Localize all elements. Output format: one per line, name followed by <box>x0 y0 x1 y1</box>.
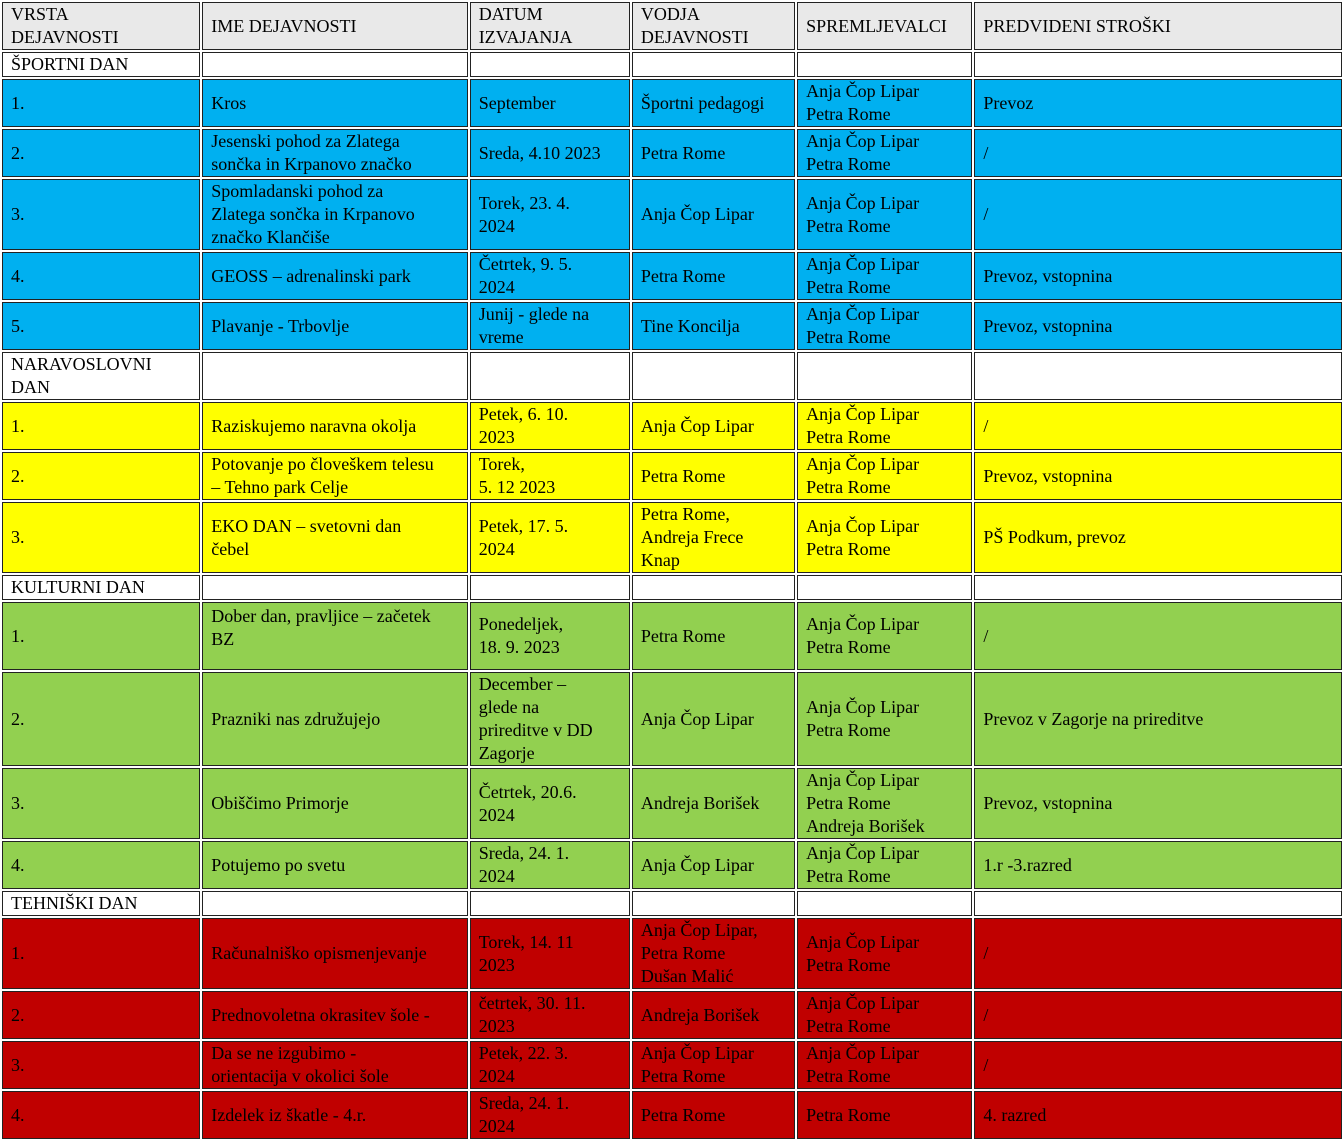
table-row <box>2 252 1342 300</box>
activity-name: Potovanje po človeškem telesu – Tehno park Celje <box>202 452 467 500</box>
activity-escorts: Anja Čop Lipar Petra Rome <box>797 179 972 250</box>
activity-escorts: Anja Čop Lipar Petra Rome Andreja Borišek <box>797 768 972 839</box>
table-row <box>2 79 1342 127</box>
activity-name: Potujemo po svetu <box>202 841 467 889</box>
activity-date: Sreda, 4.10 2023 <box>470 129 630 177</box>
section-row-sportni <box>2 52 1342 77</box>
activity-lead: Petra Rome <box>632 1091 795 1139</box>
activity-escorts: Anja Čop Lipar Petra Rome <box>797 841 972 889</box>
activity-costs: / <box>974 402 1342 450</box>
activity-escorts: Anja Čop Lipar Petra Rome <box>797 79 972 127</box>
activity-date: Petek, 17. 5. 2024 <box>470 502 630 573</box>
header-type: VRSTA DEJAVNOSTI <box>2 2 200 50</box>
activity-lead: Andreja Borišek <box>632 768 795 839</box>
table-row <box>2 452 1342 500</box>
header-name: IME DEJAVNOSTI <box>202 2 467 50</box>
activity-name: Da se ne izgubimo - orientacija v okolici šole <box>202 1041 467 1089</box>
row-number: 5. <box>2 302 200 350</box>
activity-costs: / <box>974 1041 1342 1089</box>
activity-costs: Prevoz v Zagorje na prireditve <box>974 672 1342 766</box>
table-row <box>2 179 1342 250</box>
row-number: 3. <box>2 768 200 839</box>
activity-lead: Anja Čop Lipar <box>632 179 795 250</box>
activity-date: Sreda, 24. 1. 2024 <box>470 1091 630 1139</box>
activity-name: Plavanje - Trbovlje <box>202 302 467 350</box>
activity-lead: Petra Rome <box>632 602 795 670</box>
activity-name: Dober dan, pravljice – začetek BZ <box>202 602 467 670</box>
activity-date: Sreda, 24. 1. 2024 <box>470 841 630 889</box>
row-number: 3. <box>2 502 200 573</box>
activity-lead: Petra Rome <box>632 252 795 300</box>
activity-lead: Petra Rome <box>632 129 795 177</box>
table-row <box>2 602 1342 670</box>
activity-costs: / <box>974 129 1342 177</box>
row-number: 1. <box>2 918 200 989</box>
activity-costs: / <box>974 918 1342 989</box>
activity-lead: Tine Koncilja <box>632 302 795 350</box>
table-row <box>2 1091 1342 1139</box>
row-number: 2. <box>2 129 200 177</box>
activity-lead: Anja Čop Lipar, Petra Rome Dušan Malić <box>632 918 795 989</box>
table-row <box>2 841 1342 889</box>
activity-lead: Andreja Borišek <box>632 991 795 1039</box>
activity-name: Računalniško opismenjevanje <box>202 918 467 989</box>
activity-name: Spomladanski pohod za Zlatega sončka in Krpanovo značko Klančiše <box>202 179 467 250</box>
activity-escorts: Anja Čop Lipar Petra Rome <box>797 918 972 989</box>
activity-escorts: Petra Rome <box>797 1091 972 1139</box>
table-row <box>2 918 1342 989</box>
activity-escorts: Anja Čop Lipar Petra Rome <box>797 302 972 350</box>
row-number: 1. <box>2 602 200 670</box>
row-number: 3. <box>2 179 200 250</box>
section-row-kulturni <box>2 575 1342 600</box>
activity-costs: Prevoz, vstopnina <box>974 452 1342 500</box>
activity-lead: Anja Čop Lipar <box>632 841 795 889</box>
section-title: KULTURNI DAN <box>2 575 200 600</box>
activity-escorts: Anja Čop Lipar Petra Rome <box>797 252 972 300</box>
activity-date: Četrtek, 20.6. 2024 <box>470 768 630 839</box>
table-row <box>2 129 1342 177</box>
activity-lead: Petra Rome, Andreja Frece Knap <box>632 502 795 573</box>
activity-date: Četrtek, 9. 5. 2024 <box>470 252 630 300</box>
activity-date: September <box>470 79 630 127</box>
table-row <box>2 768 1342 839</box>
activity-name: EKO DAN – svetovni dan čebel <box>202 502 467 573</box>
row-number: 4. <box>2 252 200 300</box>
activity-costs: / <box>974 602 1342 670</box>
activity-costs: Prevoz, vstopnina <box>974 252 1342 300</box>
activity-date: Torek, 23. 4. 2024 <box>470 179 630 250</box>
header-costs: PREDVIDENI STROŠKI <box>974 2 1342 50</box>
section-title: ŠPORTNI DAN <box>2 52 200 77</box>
activity-costs: Prevoz, vstopnina <box>974 768 1342 839</box>
activity-escorts: Anja Čop Lipar Petra Rome <box>797 602 972 670</box>
table-row <box>2 672 1342 766</box>
row-number: 2. <box>2 672 200 766</box>
activity-escorts: Anja Čop Lipar Petra Rome <box>797 129 972 177</box>
activity-lead: Petra Rome <box>632 452 795 500</box>
activity-costs: PŠ Podkum, prevoz <box>974 502 1342 573</box>
activity-lead: Anja Čop Lipar <box>632 402 795 450</box>
activity-name: Raziskujemo naravna okolja <box>202 402 467 450</box>
activity-date: četrtek, 30. 11. 2023 <box>470 991 630 1039</box>
table-row <box>2 402 1342 450</box>
activity-costs: / <box>974 991 1342 1039</box>
table-row <box>2 302 1342 350</box>
activity-escorts: Anja Čop Lipar Petra Rome <box>797 1041 972 1089</box>
header-escorts: SPREMLJEVALCI <box>797 2 972 50</box>
section-title: TEHNIŠKI DAN <box>2 891 200 916</box>
activity-name: Kros <box>202 79 467 127</box>
activity-date: Petek, 6. 10. 2023 <box>470 402 630 450</box>
table-row <box>2 991 1342 1039</box>
activity-name: Jesenski pohod za Zlatega sončka in Krpanovo značko <box>202 129 467 177</box>
activity-name: Prazniki nas združujejo <box>202 672 467 766</box>
activity-name: Izdelek iz škatle - 4.r. <box>202 1091 467 1139</box>
activity-costs: Prevoz <box>974 79 1342 127</box>
activity-costs: / <box>974 179 1342 250</box>
table-row <box>2 1041 1342 1089</box>
activity-date: Torek, 5. 12 2023 <box>470 452 630 500</box>
row-number: 1. <box>2 79 200 127</box>
activity-escorts: Anja Čop Lipar Petra Rome <box>797 672 972 766</box>
activity-costs: Prevoz, vstopnina <box>974 302 1342 350</box>
row-number: 4. <box>2 1091 200 1139</box>
activity-escorts: Anja Čop Lipar Petra Rome <box>797 502 972 573</box>
activity-escorts: Anja Čop Lipar Petra Rome <box>797 452 972 500</box>
table-row <box>2 502 1342 573</box>
activity-escorts: Anja Čop Lipar Petra Rome <box>797 991 972 1039</box>
header-row <box>2 2 1342 50</box>
activity-lead: Športni pedagogi <box>632 79 795 127</box>
row-number: 2. <box>2 452 200 500</box>
activity-lead: Anja Čop Lipar <box>632 672 795 766</box>
activity-date: Junij - glede na vreme <box>470 302 630 350</box>
row-number: 3. <box>2 1041 200 1089</box>
row-number: 1. <box>2 402 200 450</box>
activity-escorts: Anja Čop Lipar Petra Rome <box>797 402 972 450</box>
section-title: NARAVOSLOVNI DAN <box>2 352 200 400</box>
activity-date: December – glede na prireditve v DD Zagorje <box>470 672 630 766</box>
header-date: DATUM IZVAJANJA <box>470 2 630 50</box>
header-lead: VODJA DEJAVNOSTI <box>632 2 795 50</box>
activity-name: GEOSS – adrenalinski park <box>202 252 467 300</box>
activity-date: Petek, 22. 3. 2024 <box>470 1041 630 1089</box>
activity-date: Torek, 14. 11 2023 <box>470 918 630 989</box>
row-number: 2. <box>2 991 200 1039</box>
activity-date: Ponedeljek, 18. 9. 2023 <box>470 602 630 670</box>
row-number: 4. <box>2 841 200 889</box>
activity-costs: 1.r -3.razred <box>974 841 1342 889</box>
activity-name: Prednovoletna okrasitev šole - <box>202 991 467 1039</box>
activity-costs: 4. razred <box>974 1091 1342 1139</box>
activity-lead: Anja Čop Lipar Petra Rome <box>632 1041 795 1089</box>
section-row-naravoslovni <box>2 352 1342 400</box>
activity-name: Obiščimo Primorje <box>202 768 467 839</box>
section-row-tehniski <box>2 891 1342 916</box>
